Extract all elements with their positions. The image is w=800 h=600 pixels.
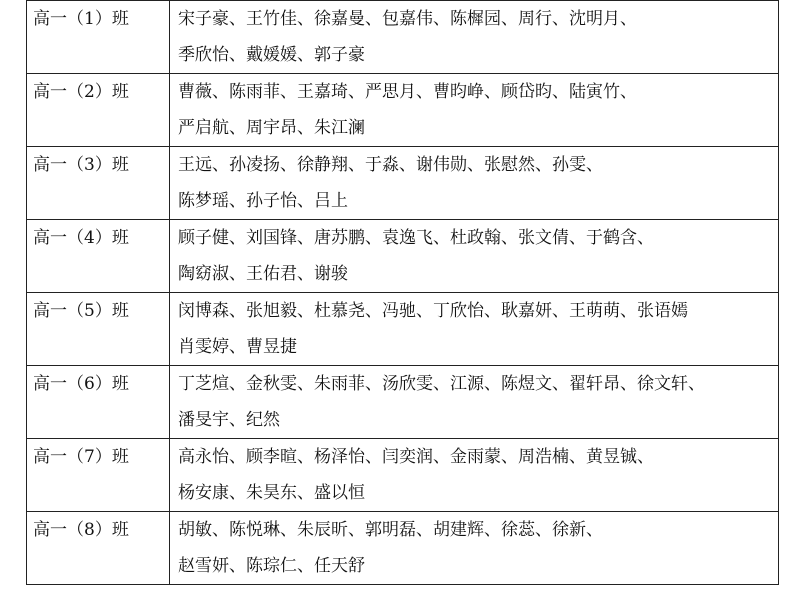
class-label: 高一（4）班 xyxy=(27,220,170,293)
names-line: 顾子健、刘国锋、唐苏鹏、袁逸飞、杜政翰、张文倩、于鹤含、 xyxy=(178,228,654,248)
student-names xyxy=(170,293,779,366)
student-names xyxy=(170,220,779,293)
table-row xyxy=(27,220,779,293)
names-line: 赵雪妍、陈琮仁、任天舒 xyxy=(178,556,365,576)
table-row xyxy=(27,147,779,220)
table-row xyxy=(27,366,779,439)
names-line: 潘旻宇、纪然 xyxy=(178,410,280,430)
table-row xyxy=(27,512,779,585)
class-roster-table xyxy=(26,0,779,585)
class-label: 高一（3）班 xyxy=(27,147,170,220)
student-names xyxy=(170,366,779,439)
table-row xyxy=(27,439,779,512)
names-line: 王远、孙凌扬、徐静翔、于淼、谢伟勋、张慰然、孙雯、 xyxy=(178,155,603,175)
names-line: 杨安康、朱昊东、盛以恒 xyxy=(178,483,365,503)
names-line: 丁芝煊、金秋雯、朱雨菲、汤欣雯、江源、陈煜文、翟轩昂、徐文轩、 xyxy=(178,374,705,394)
student-names xyxy=(170,439,779,512)
names-line: 陶窈淑、王佑君、谢骏 xyxy=(178,264,348,284)
student-names xyxy=(170,74,779,147)
names-line: 曹薇、陈雨菲、王嘉琦、严思月、曹昀峥、顾岱昀、陆寅竹、 xyxy=(178,82,637,102)
names-line: 季欣怡、戴媛媛、郭子豪 xyxy=(178,45,365,65)
table-row xyxy=(27,293,779,366)
names-line: 严启航、周宇昂、朱江澜 xyxy=(178,118,365,138)
names-line: 肖雯婷、曹昱捷 xyxy=(178,337,297,357)
class-label: 高一（5）班 xyxy=(27,293,170,366)
student-names xyxy=(170,147,779,220)
names-line: 宋子豪、王竹佳、徐嘉曼、包嘉伟、陈樨园、周行、沈明月、 xyxy=(178,9,637,29)
class-label: 高一（2）班 xyxy=(27,74,170,147)
names-line: 陈梦瑶、孙子怡、吕上 xyxy=(178,191,348,211)
names-line: 高永怡、顾李暄、杨泽怡、闫奕润、金雨蒙、周浩楠、黄昱铖、 xyxy=(178,447,654,467)
class-label: 高一（8）班 xyxy=(27,512,170,585)
student-names xyxy=(170,1,779,74)
table-row xyxy=(27,74,779,147)
class-label: 高一（1）班 xyxy=(27,1,170,74)
table-row xyxy=(27,1,779,74)
class-label: 高一（7）班 xyxy=(27,439,170,512)
student-names xyxy=(170,512,779,585)
names-line: 闵博森、张旭毅、杜慕尧、冯驰、丁欣怡、耿嘉妍、王萌萌、张语嫣 xyxy=(178,301,688,321)
names-line: 胡敏、陈悦琳、朱辰昕、郭明磊、胡建辉、徐蕊、徐新、 xyxy=(178,520,603,540)
class-label: 高一（6）班 xyxy=(27,366,170,439)
